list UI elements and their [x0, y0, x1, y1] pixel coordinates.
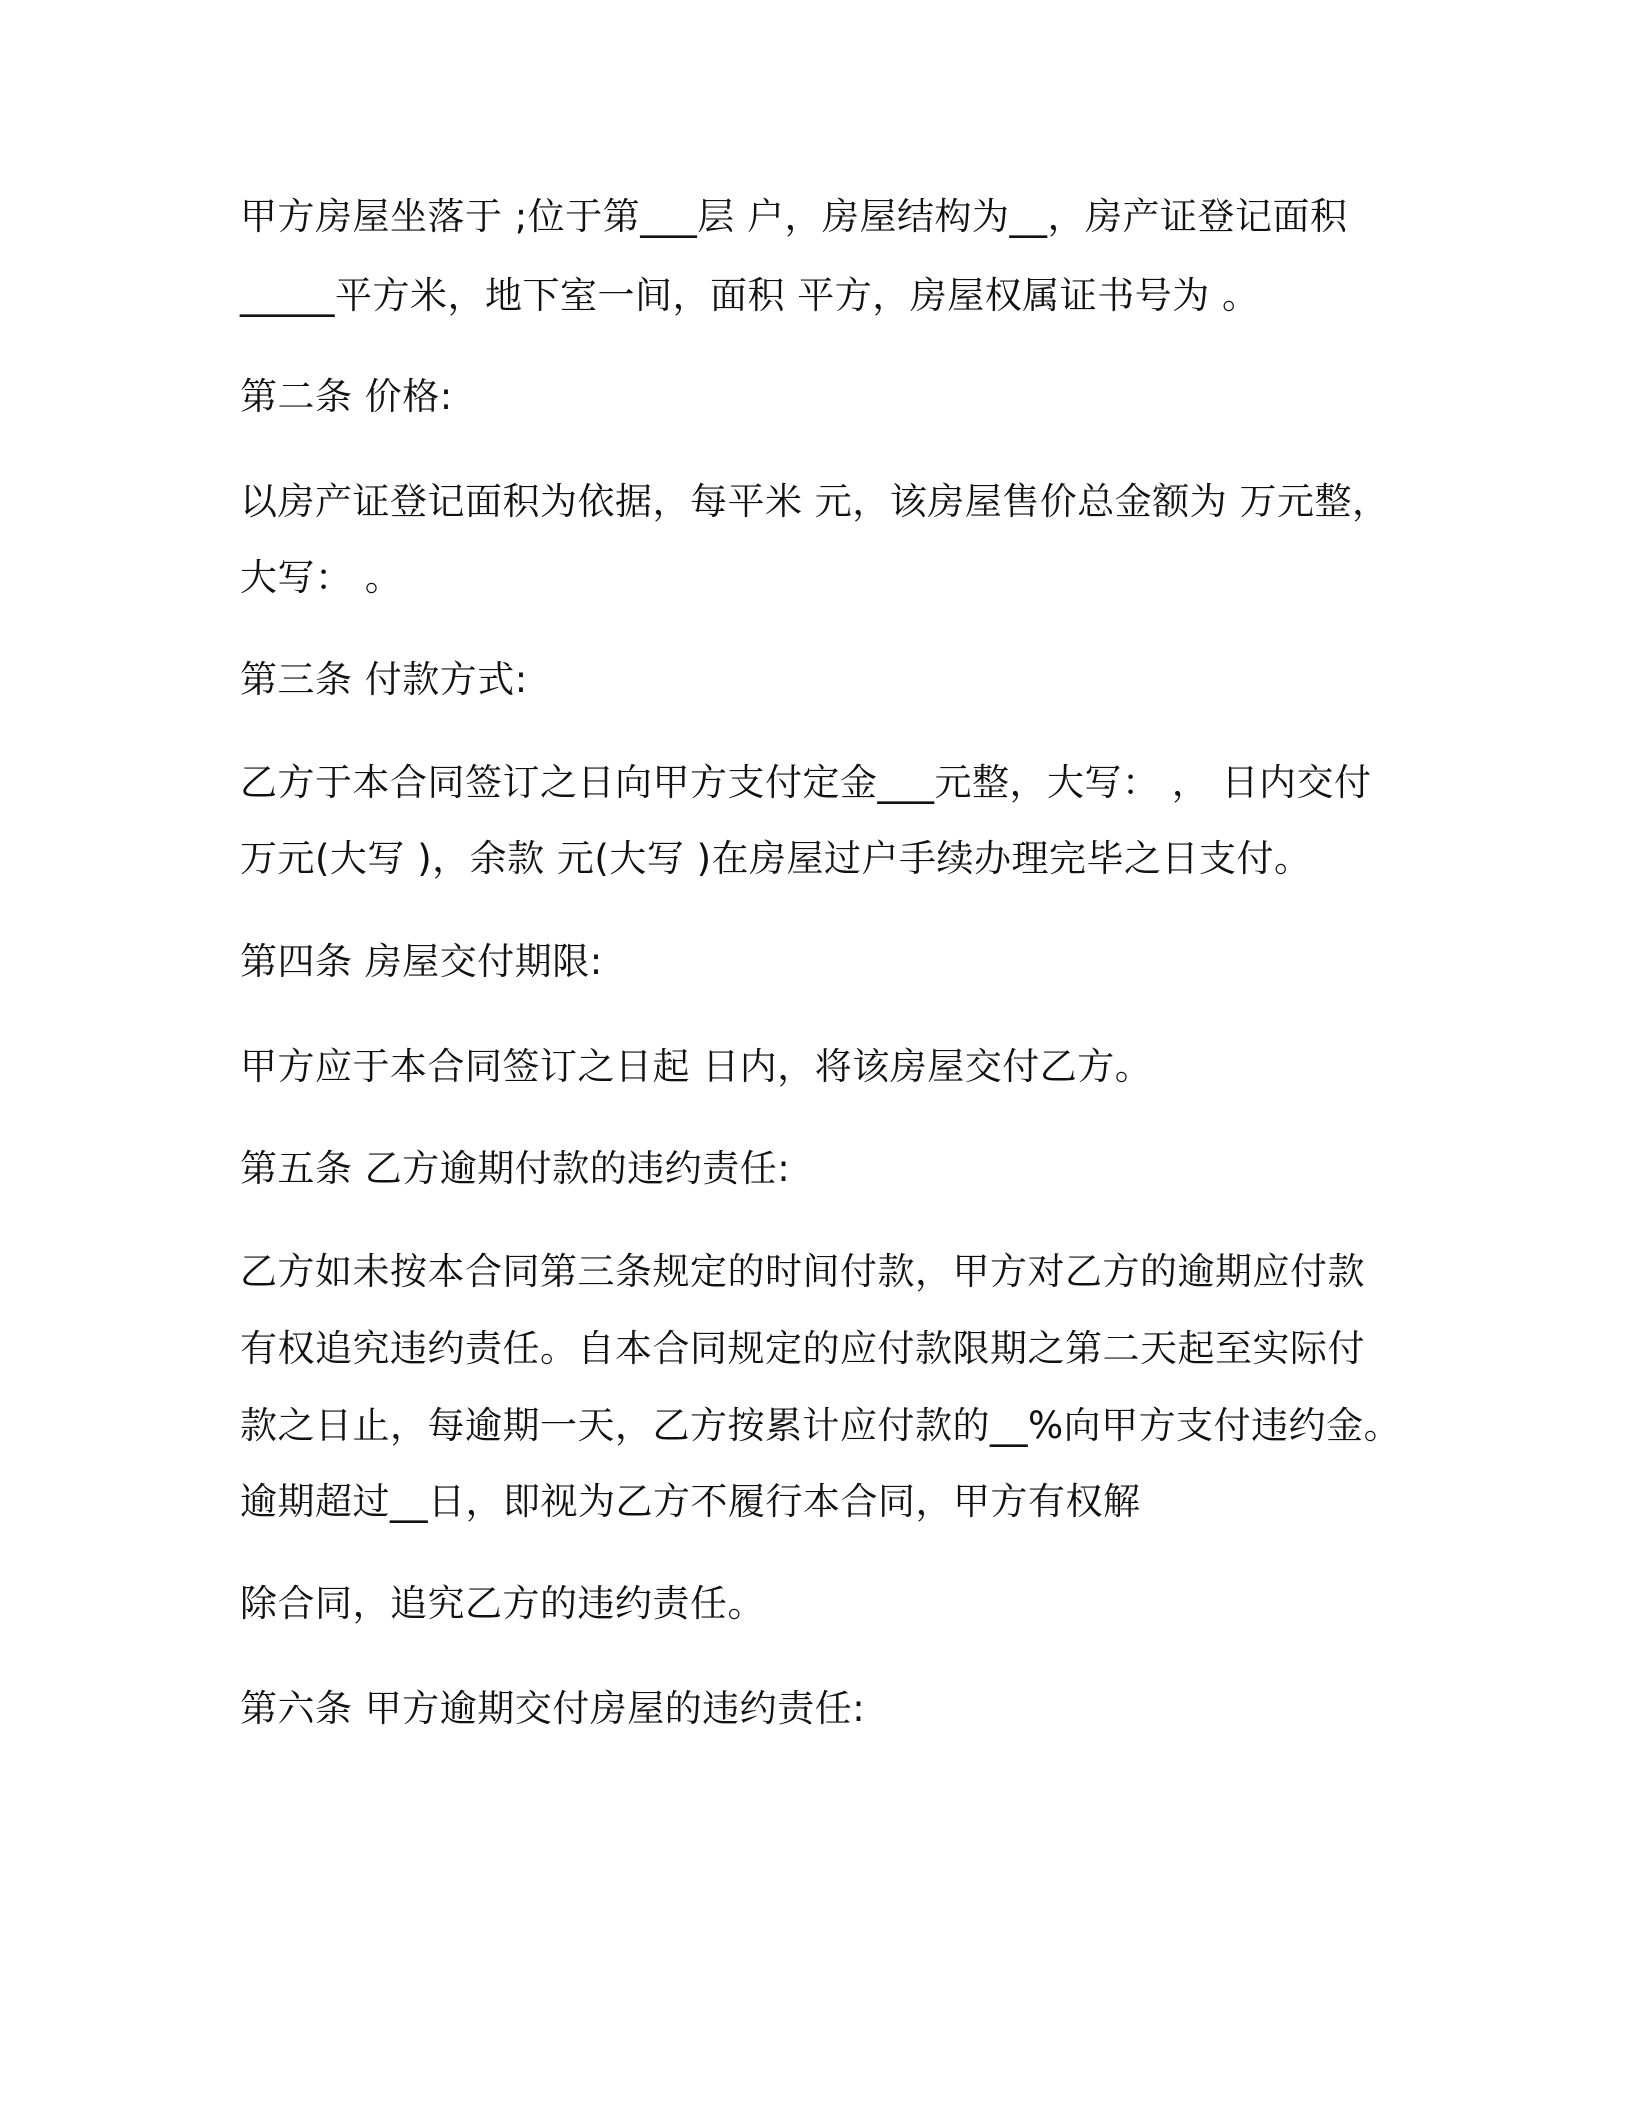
- article-2-heading: 第二条 价格:: [240, 375, 453, 418]
- payment-line-2: 万元(大写 )，余款 元(大写 )在房屋过户手续办理完毕之日支付。: [240, 837, 1312, 880]
- property-location-line-2: _____平方米，地下室一间，面积 平方，房屋权属证书号为 。: [240, 274, 1260, 317]
- property-location-line-1: 甲方房屋坐落于 ;位于第___层 户，房屋结构为__，房产证登记面积: [240, 195, 1348, 238]
- article-5-heading: 第五条 乙方逾期付款的违约责任:: [240, 1147, 791, 1190]
- payment-line-1: 乙方于本合同签订之日向甲方支付定金___元整，大写： ， 日内交付: [240, 761, 1372, 804]
- price-line-2: 大写： 。: [240, 556, 403, 599]
- late-payment-line-3: 款之日止，每逾期一天，乙方按累计应付款的__%向甲方支付违约金。: [240, 1404, 1402, 1447]
- article-4-heading: 第四条 房屋交付期限:: [240, 940, 603, 983]
- late-payment-line-2: 有权追究违约责任。自本合同规定的应付款限期之第二天起至实际付: [240, 1327, 1365, 1370]
- late-payment-line-5: 除合同，追究乙方的违约责任。: [240, 1582, 765, 1625]
- late-payment-line-1: 乙方如未按本合同第三条规定的时间付款，甲方对乙方的逾期应付款: [240, 1250, 1365, 1293]
- price-line-1: 以房产证登记面积为依据，每平米 元，该房屋售价总金额为 万元整，: [240, 480, 1390, 523]
- late-payment-line-4: 逾期超过__日，即视为乙方不履行本合同，甲方有权解: [240, 1480, 1141, 1523]
- delivery-line-1: 甲方应于本合同签订之日起 日内，将该房屋交付乙方。: [240, 1045, 1153, 1088]
- article-3-heading: 第三条 付款方式:: [240, 658, 528, 701]
- article-6-heading: 第六条 甲方逾期交付房屋的违约责任:: [240, 1687, 866, 1730]
